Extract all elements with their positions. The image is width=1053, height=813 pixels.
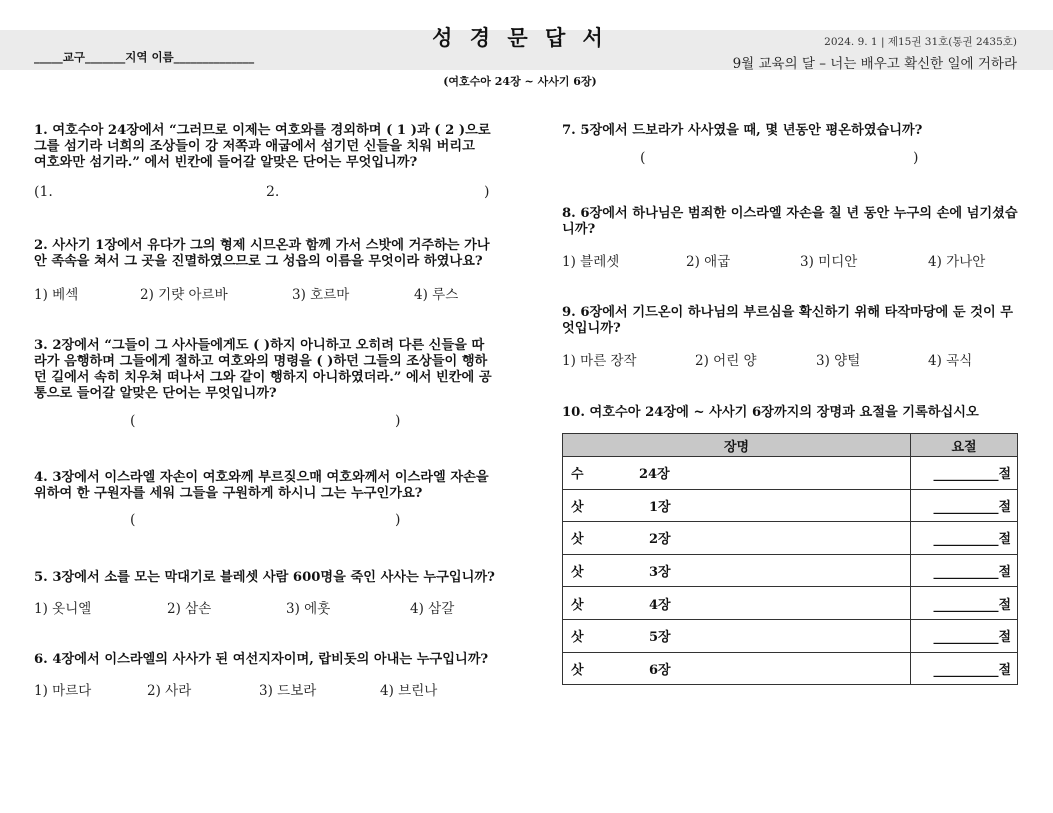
- question-1-blank-close: ): [484, 184, 490, 200]
- chapter-cell: [563, 554, 911, 587]
- table-row: [563, 489, 1018, 522]
- table-row: [563, 587, 1018, 620]
- question-4: 4. 3장에서 이스라엘 자손이 여호와께 부르짖으매 여호와께서 이스라엘 자손을 위하여 한 구원자를 세워 그들을 구원하게 하시니 그는 누구인가요?: [34, 470, 489, 501]
- table-header-row: [563, 434, 1018, 457]
- question-3-blank-open: (: [130, 413, 136, 429]
- option: 2) 기럇 아르바: [140, 287, 228, 303]
- name-field-line: _____교구_______지역 이름______________: [34, 50, 255, 64]
- chapter-number: 2장: [649, 532, 671, 548]
- option: 4) 루스: [414, 287, 459, 303]
- chapter-number: 3장: [649, 565, 671, 581]
- page-title: 성 경 문 답 서: [432, 25, 608, 50]
- question-1-blank-2: 2.: [266, 184, 280, 200]
- option: 3) 양털: [816, 353, 861, 369]
- book-name: 수: [571, 467, 584, 483]
- question-1: 1. 여호수아 24장에서 “그러므로 이제는 여호와를 경외하며 ( 1 )과 ( 2 )으로 그를 섬기라 너희의 조상들이 강 저쪽과 애굽에서 섬기던 신들을 치워 버리고 여호와만 섬기라.” 에서 빈칸에 들어갈 알맞은 단어는 무엇입니까?: [34, 123, 491, 170]
- option: 4) 곡식: [928, 353, 973, 369]
- option: 1) 마른 장작: [562, 353, 637, 369]
- chapter-cell: [563, 587, 911, 620]
- book-name: 삿: [571, 565, 584, 581]
- option: 1) 베섹: [34, 287, 79, 303]
- option: 4) 삼갈: [410, 601, 455, 617]
- chapter-cell: [563, 522, 911, 555]
- question-7: 7. 5장에서 드보라가 사사였을 때, 몇 년동안 평온하였습니까?: [562, 123, 923, 138]
- question-10: 10. 여호수아 24장에 ~ 사사기 6장까지의 장명과 요절을 기록하십시오: [562, 405, 979, 420]
- table-row: [563, 522, 1018, 555]
- chapter-number: 6장: [649, 662, 671, 678]
- question-2: 2. 사사기 1장에서 유다가 그의 형제 시므온과 함께 가서 스밧에 거주하는 가나안 족속을 쳐서 그 곳을 진멸하였으므로 그 성읍의 이름을 무엇이라 하였나요?: [34, 238, 490, 269]
- option: 1) 옷니엘: [34, 601, 92, 617]
- verse-blank[interactable]: __________절: [911, 652, 1018, 685]
- book-name: 삿: [571, 630, 584, 646]
- verse-blank[interactable]: __________절: [911, 489, 1018, 522]
- question-3: 3. 2장에서 “그들이 그 사사들에게도 ( )하지 아니하고 오히려 다른 신들을 따라가 음행하며 그들에게 절하고 여호와의 명령을 ( )하던 그들의 조상들이 행하던 길에서 속히 치우쳐 떠나서 그와 같이 행하지 아니하였더라.” 에서 빈칸에 공통으로 들어갈 알맞은 단어는 무엇입니까?: [34, 338, 492, 401]
- book-name: 삿: [571, 532, 584, 548]
- chapter-number: 4장: [649, 597, 671, 613]
- question-5: 5. 3장에서 소를 모는 막대기로 블레셋 사람 600명을 죽인 사사는 누구입니까?: [34, 570, 495, 585]
- book-name: 삿: [571, 597, 584, 613]
- answer-table: [562, 433, 1018, 685]
- chapter-cell: [563, 652, 911, 685]
- option: 2) 삼손: [167, 601, 212, 617]
- issue-info: 2024. 9. 1 | 제15권 31호(통권 2435호): [824, 36, 1017, 48]
- question-7-blank-open: (: [640, 150, 646, 166]
- verse-blank[interactable]: __________절: [911, 554, 1018, 587]
- option: 4) 브린나: [380, 683, 438, 699]
- option: 1) 마르다: [34, 683, 92, 699]
- question-8: 8. 6장에서 하나님은 범죄한 이스라엘 자손을 칠 년 동안 누구의 손에 넘기셨습니까?: [562, 206, 1018, 237]
- question-1-blank-open: (1.: [34, 184, 53, 200]
- verse-blank[interactable]: __________절: [911, 587, 1018, 620]
- table-row: [563, 554, 1018, 587]
- option: 2) 애굽: [686, 254, 731, 270]
- scripture-range: (여호수아 24장 ~ 사사기 6장): [443, 75, 597, 88]
- question-9: 9. 6장에서 기드온이 하나님의 부르심을 확신하기 위해 타작마당에 둔 것이 무엇입니까?: [562, 305, 1014, 336]
- verse-blank[interactable]: __________절: [911, 522, 1018, 555]
- chapter-number: 24장: [639, 467, 670, 483]
- option: 3) 에훗: [286, 601, 331, 617]
- option: 1) 블레셋: [562, 254, 620, 270]
- chapter-number: 5장: [649, 630, 671, 646]
- chapter-number: 1장: [649, 499, 671, 515]
- question-4-blank-open: (: [130, 512, 136, 528]
- option: 2) 어린 양: [695, 353, 757, 369]
- option: 3) 드보라: [259, 683, 317, 699]
- table-row: [563, 619, 1018, 652]
- question-4-blank-close: ): [395, 512, 401, 528]
- monthly-theme: 9월 교육의 달 – 너는 배우고 확신한 일에 거하라: [732, 56, 1017, 72]
- column-header-verse: 요절: [911, 434, 1018, 457]
- chapter-cell: [563, 489, 911, 522]
- option: 4) 가나안: [928, 254, 986, 270]
- book-name: 삿: [571, 499, 584, 515]
- table-row: [563, 652, 1018, 685]
- verse-blank[interactable]: __________절: [911, 457, 1018, 490]
- question-3-blank-close: ): [395, 413, 401, 429]
- book-name: 삿: [571, 662, 584, 678]
- chapter-cell: [563, 619, 911, 652]
- column-header-chapter: 장명: [563, 434, 911, 457]
- verse-blank[interactable]: __________절: [911, 619, 1018, 652]
- question-7-blank-close: ): [913, 150, 919, 166]
- option: 2) 사라: [147, 683, 192, 699]
- option: 3) 호르마: [292, 287, 350, 303]
- question-6: 6. 4장에서 이스라엘의 사사가 된 여선지자이며, 랍비돗의 아내는 누구입니까?: [34, 652, 489, 667]
- option: 3) 미디안: [800, 254, 858, 270]
- table-row: [563, 457, 1018, 490]
- chapter-cell: [563, 457, 911, 490]
